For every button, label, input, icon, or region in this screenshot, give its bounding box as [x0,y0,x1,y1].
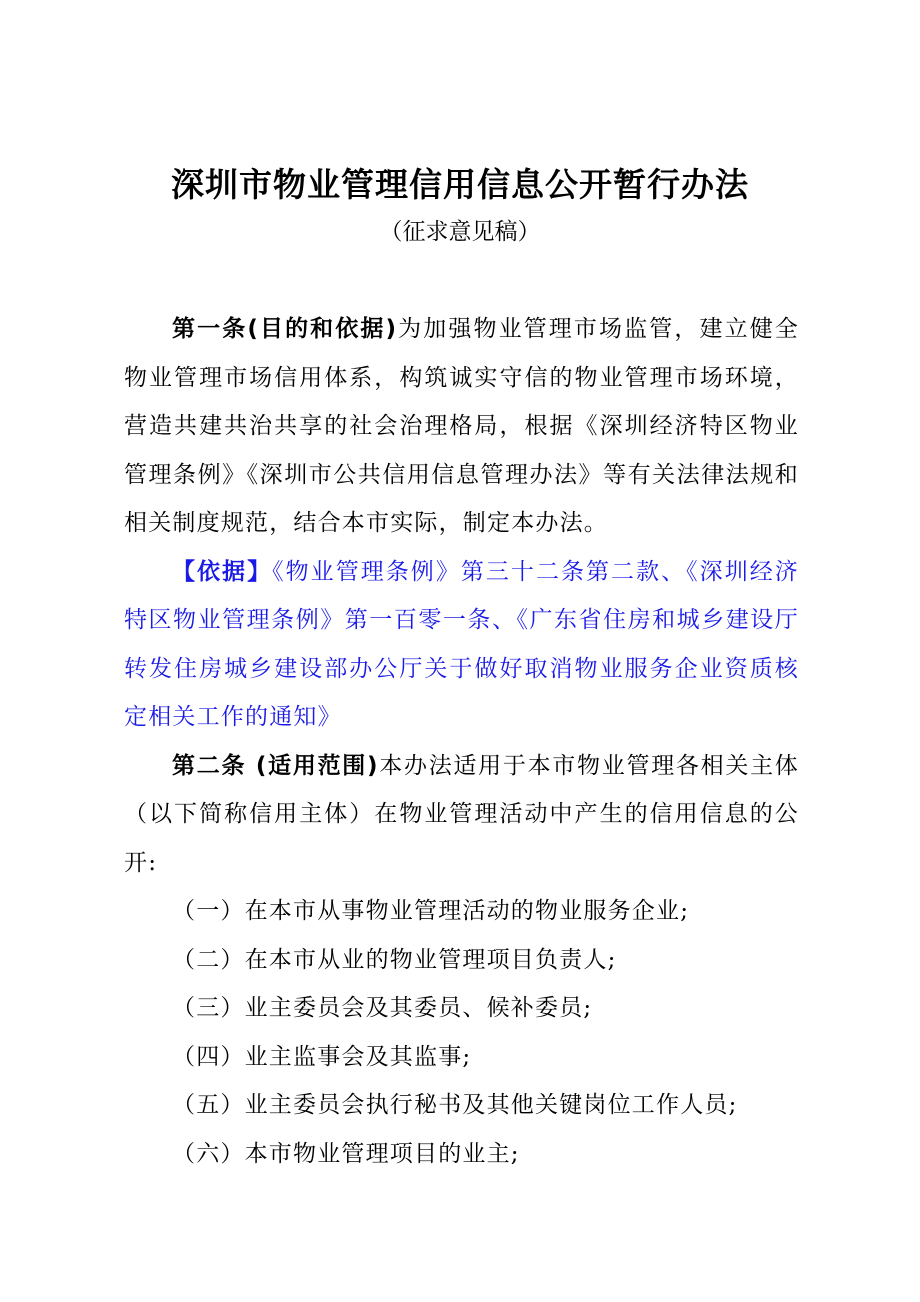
article-2-text: 本办法适用于本市物业管理各相关主体（以下简称信用主体）在物业管理活动中产生的信用信息的公开: [124,752,800,876]
article-1-paragraph [124,305,799,548]
article-1-basis [124,548,799,742]
list-item: （四）业主监事会及其监事; [172,1043,472,1070]
document-subtitle: （征求意见稿） [379,219,541,245]
document-title: 深圳市物业管理信用信息公开暂行办法 [171,165,749,204]
article-2-heading: 第二条 (适用范围) [172,752,379,779]
list-item: （一）在本市从事物业管理活动的物业服务企业; [172,898,690,924]
document-body [124,305,799,1178]
article-1-heading: 第一条(目的和依据) [172,316,398,342]
basis-tag: 【依据】 [172,557,273,585]
article-1-text: 为加强物业管理市场监管，建立健全物业管理市场信用体系，构筑诚实守信的物业管理市场环境，营造共建共治共享的社会治理格局，根据《深圳经济特区物业管理条例》《深圳市公共信用信息管理办法》等有关法律法规和相关制度规范，结合本市实际，制定本办法。 [124,316,800,536]
article-2-paragraph [124,742,799,888]
list-item: （五）业主委员会执行秘书及其他关键岗位工作人员; [172,1092,738,1118]
list-item: （三）业主委员会及其委员、候补委员; [172,995,593,1021]
list-item: （二）在本市从业的物业管理项目负责人; [172,946,617,973]
basis-text: 《物业管理条例》第三十二条第二款、《深圳经济特区物业管理条例》第一百零一条、《广东省住房和城乡建设厅转发住房城乡建设部办公厅关于做好取消物业服务企业资质核定相关工作的通知》 [124,558,799,730]
list-item: （六）本市物业管理项目的业主; [172,1140,520,1167]
